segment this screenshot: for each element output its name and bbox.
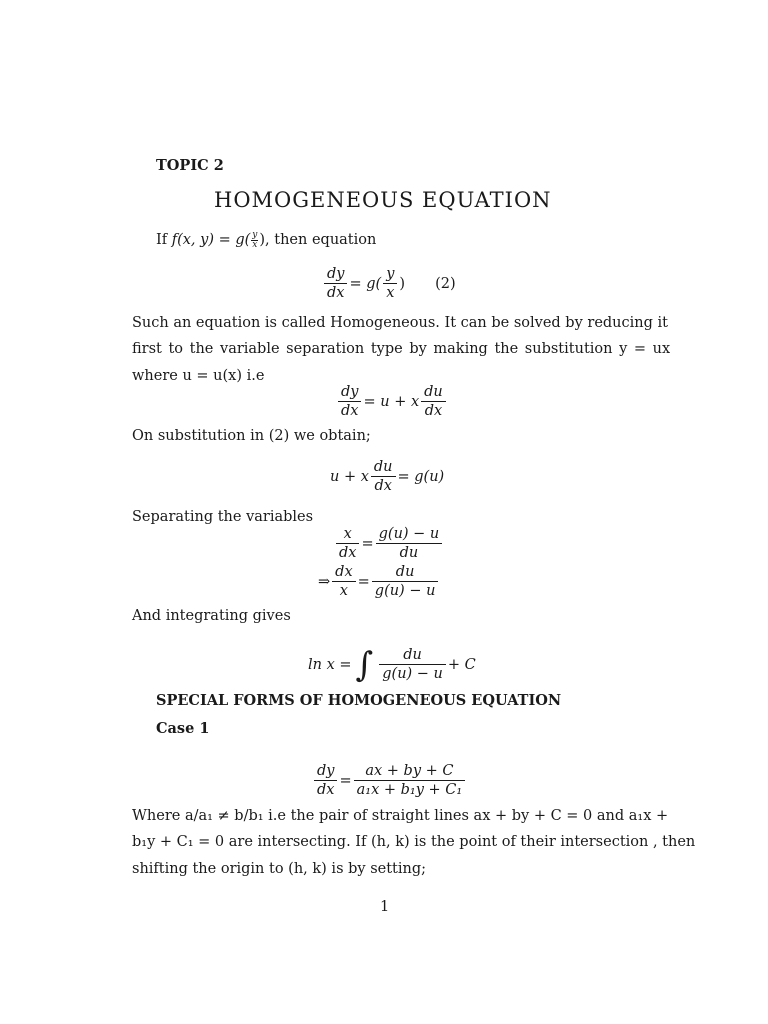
case1-equation [312,762,467,799]
case1-frac-2 [354,762,466,799]
implies-arrow: ⇒ [318,573,331,590]
sep2-mid: = [357,573,370,590]
case1-frac-1 [314,762,337,799]
eq2-frac-2 [383,265,397,302]
case1-num-1: dy [314,762,337,781]
sep1-den-2: du [399,545,419,561]
intro-fraction [251,231,258,250]
int-pre: ln x = [308,656,352,673]
sub-num-2: du [421,383,446,402]
paragraph-line: And integrating gives [132,608,291,624]
sub-mid: = u + x [363,393,420,410]
sep1-num-2: g(u) − u [376,525,443,544]
integral-sign: ∫ [355,644,374,685]
page-number: 1 [380,899,390,915]
substitution-equation [336,383,448,420]
sep1-frac-2 [376,525,443,562]
sub-frac-1 [338,383,361,420]
obtain-pre: u + x [330,468,369,485]
integral-equation [308,646,476,683]
obtained-equation [330,458,444,495]
case1-den-2: a₁x + b₁y + C₁ [356,782,463,798]
sep2-frac-2 [372,563,439,600]
obtain-num: du [371,458,396,477]
intro-frac-den: x [252,239,258,250]
separation-equation-2 [318,563,440,600]
case-heading: Case 1 [156,720,210,737]
intro-rhs: ), then equation [259,232,377,248]
separation-equation-1 [334,525,444,562]
obtain-frac [371,458,396,495]
case1-num-2: ax + by + C [354,762,466,781]
topic-label: TOPIC 2 [156,157,224,174]
paragraph-line: Separating the variables [132,509,314,525]
eq2-mid: = g( [349,275,382,292]
sub-den-2: dx [424,403,443,419]
sep2-den-1: x [339,583,348,599]
equation-2 [322,265,456,302]
intro-line [156,230,376,250]
paragraph-line: shifting the origin to (h, k) is by setting; [132,861,427,877]
sub-frac-2 [421,383,446,420]
sep2-num-1: dx [332,563,355,582]
int-den: g(u) − u [382,666,443,682]
paragraph-line: Where a/a₁ ≠ b/b₁ i.e the pair of straight lines ax + by + C = 0 and a₁x + [132,808,669,824]
case1-den-1: dx [317,782,335,798]
intro-frac-num: y [252,229,258,240]
paragraph-line: On substitution in (2) we obtain; [132,428,371,444]
int-frac [379,646,446,683]
sub-num-1: dy [338,383,361,402]
section-heading: SPECIAL FORMS OF HOMOGENEOUS EQUATION [156,692,562,709]
sub-den-1: dx [341,403,359,419]
sep2-den-2: g(u) − u [374,583,436,599]
eq2-num-1: dy [324,265,347,284]
paragraph-line: where u = u(x) i.e [132,368,265,384]
int-post: + C [447,656,476,673]
paragraph-line: b₁y + C₁ = 0 are intersecting. If (h, k) is the point of their intersection , then [132,834,696,850]
equation-number: (2) [435,275,456,292]
sep1-num-1: x [336,525,359,544]
paragraph-line: Such an equation is called Homogeneous. It can be solved by reducing it [132,315,668,331]
intro-if: If [156,232,168,248]
eq2-den-2: x [386,285,395,301]
page-title: HOMOGENEOUS EQUATION [214,188,552,212]
int-num: du [379,646,446,665]
eq2-frac-1 [324,265,347,302]
sep1-frac-1 [336,525,359,562]
intro-lhs: f(x, y) = g( [171,232,251,248]
obtain-post: = g(u) [397,468,445,485]
obtain-den: dx [374,478,392,494]
paragraph-line: first to the variable separation type by making the substitution y = ux [132,341,671,357]
case1-mid: = [339,772,352,789]
eq2-den-1: dx [327,285,345,301]
eq2-end: ) [399,275,406,292]
sep2-frac-1 [332,563,355,600]
sep2-num-2: du [372,563,439,582]
sep1-den-1: dx [339,545,357,561]
sep1-mid: = [361,535,374,552]
eq2-num-2: y [383,265,397,284]
